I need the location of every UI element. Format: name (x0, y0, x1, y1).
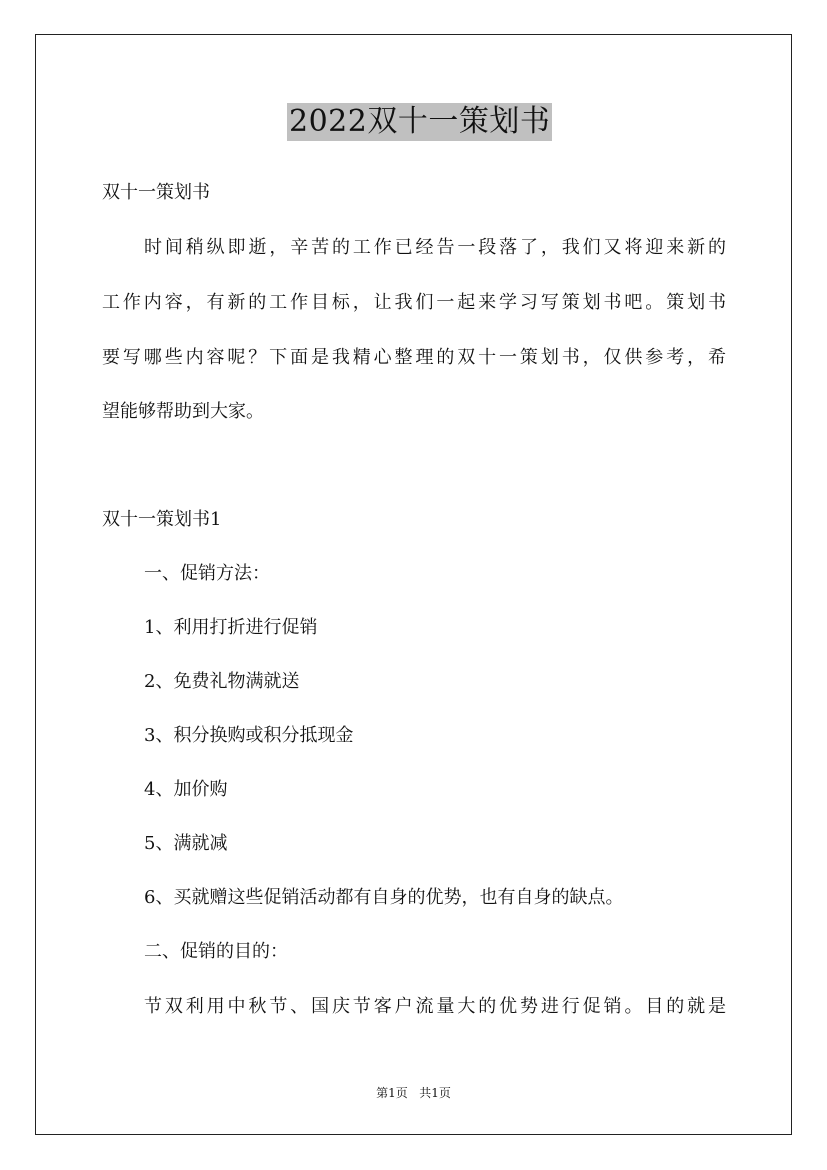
document-subtitle: 双十一策划书 (102, 182, 210, 203)
method-item-3: 3、积分换购或积分抵现金 (144, 725, 354, 746)
document-title: 2022双十一策划书 (289, 104, 551, 139)
part2-text: 节双利用中秋节、国庆节客户流量大的优势进行促销。目的就是 (144, 996, 726, 1017)
part1-heading: 一、促销方法： (144, 563, 270, 584)
intro-line-2: 工作内容，有新的工作目标，让我们一起来学习写策划书吧。策划书 (102, 292, 726, 313)
page-footer (0, 1084, 827, 1101)
intro-line-4: 望能够帮助到大家。 (102, 401, 264, 422)
method-item-1: 1、利用打折进行促销 (144, 617, 318, 638)
page-number: 第1页 (376, 1086, 408, 1100)
intro-line-1: 时间稍纵即逝，辛苦的工作已经告一段落了，我们又将迎来新的 (144, 237, 726, 258)
method-item-6: 6、买就赠这些促销活动都有自身的优势，也有自身的缺点。 (144, 887, 624, 908)
method-item-4: 4、加价购 (144, 779, 228, 800)
method-item-2: 2、免费礼物满就送 (144, 671, 300, 692)
page-total: 共1页 (419, 1086, 451, 1100)
part2-heading: 二、促销的目的： (144, 941, 288, 962)
section1-heading: 双十一策划书1 (102, 509, 222, 530)
intro-line-3: 要写哪些内容呢？下面是我精心整理的双十一策划书，仅供参考，希 (102, 347, 726, 368)
method-item-5: 5、满就减 (144, 833, 228, 854)
